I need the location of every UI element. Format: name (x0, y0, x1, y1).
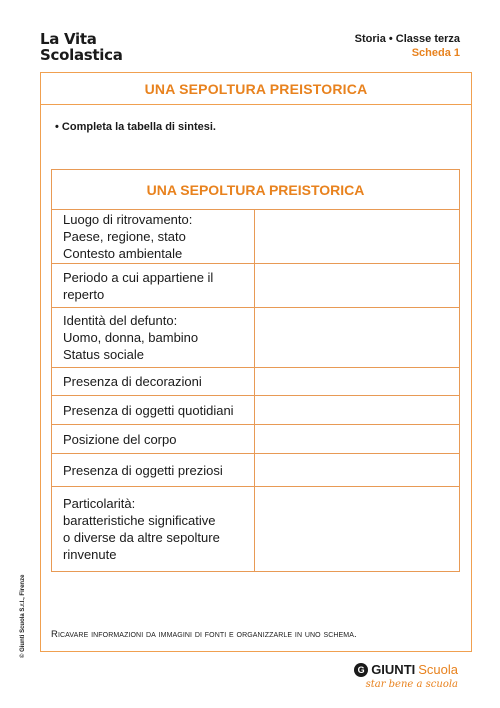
label-line: Presenza di decorazioni (63, 374, 202, 389)
answer-cell-body-position[interactable] (255, 425, 459, 453)
giunti-logo-icon: G (354, 663, 368, 677)
row-label-daily-objects (52, 396, 255, 424)
objective-note: Ricavare informazioni da immagini di fonti e organizzarle in uno schema. (51, 629, 357, 640)
table-row (52, 425, 459, 454)
label-line: baratteristiche significative (63, 513, 216, 528)
row-label-identity (52, 308, 255, 367)
label-line: Presenza di oggetti preziosi (63, 462, 223, 478)
answer-cell-identity[interactable] (255, 308, 459, 367)
publisher-brand (354, 662, 458, 690)
instruction-text: • Completa la tabella di sintesi. (55, 121, 216, 133)
row-label-precious-objects (52, 454, 255, 486)
label-line: reperto (63, 286, 105, 302)
answer-cell-particularities[interactable] (255, 487, 459, 571)
logo (40, 31, 123, 63)
label-line: Status sociale (63, 347, 144, 362)
answer-cell-decorations[interactable] (255, 368, 459, 395)
label-line: Luogo di ritrovamento: (63, 212, 193, 227)
answer-cell-period[interactable] (255, 264, 459, 307)
brand-name-b: Scuola (418, 662, 458, 677)
table-row (52, 210, 459, 264)
table-header (52, 170, 459, 210)
table-row (52, 487, 459, 571)
sheet-label: Scheda 1 (411, 47, 460, 59)
label-line: o diverse da altre sepolture (63, 530, 220, 545)
label-line: rinvenute (63, 547, 117, 562)
row-label-decorations (52, 368, 255, 395)
label-line: Particolarità: (63, 496, 136, 511)
row-label-body-position (52, 425, 255, 453)
brand-name-a: GIUNTI (371, 662, 416, 677)
table-row (52, 454, 459, 487)
table-row (52, 264, 459, 308)
answer-cell-precious-objects[interactable] (255, 454, 459, 486)
row-label-location (52, 210, 255, 263)
frame-title-bar (41, 73, 471, 105)
answer-cell-daily-objects[interactable] (255, 396, 459, 424)
page-title: UNA SEPOLTURA PREISTORICA (144, 80, 368, 97)
label-line: Paese, regione, stato (63, 229, 186, 244)
label-line: Identità del defunto: (63, 313, 178, 328)
subject-label: Storia • Classe terza (354, 33, 460, 45)
table-row (52, 396, 459, 425)
logo-line-2: Scolastica (40, 46, 123, 64)
brand-tagline: star bene a scuola (365, 679, 458, 690)
summary-table (51, 169, 460, 572)
table-title: UNA SEPOLTURA PREISTORICA (146, 181, 365, 198)
worksheet-frame (40, 72, 472, 652)
row-label-particularities (52, 487, 255, 571)
logo-line-1: La Vita (40, 30, 97, 48)
table-row (52, 308, 459, 368)
label-line: Posizione del corpo (63, 431, 177, 447)
label-line: Periodo a cui appartiene il (63, 269, 214, 285)
label-line: Contesto ambientale (63, 246, 183, 261)
label-line: Presenza di oggetti quotidiani (63, 402, 234, 418)
header-info (355, 32, 460, 61)
brand-name (354, 662, 458, 677)
answer-cell-location[interactable] (255, 210, 459, 263)
table-row (52, 368, 459, 396)
copyright-text: © Giunti Scuola S.r.l., Firenze (20, 574, 26, 658)
label-line: Uomo, donna, bambino (63, 330, 199, 345)
row-label-period (52, 264, 255, 307)
